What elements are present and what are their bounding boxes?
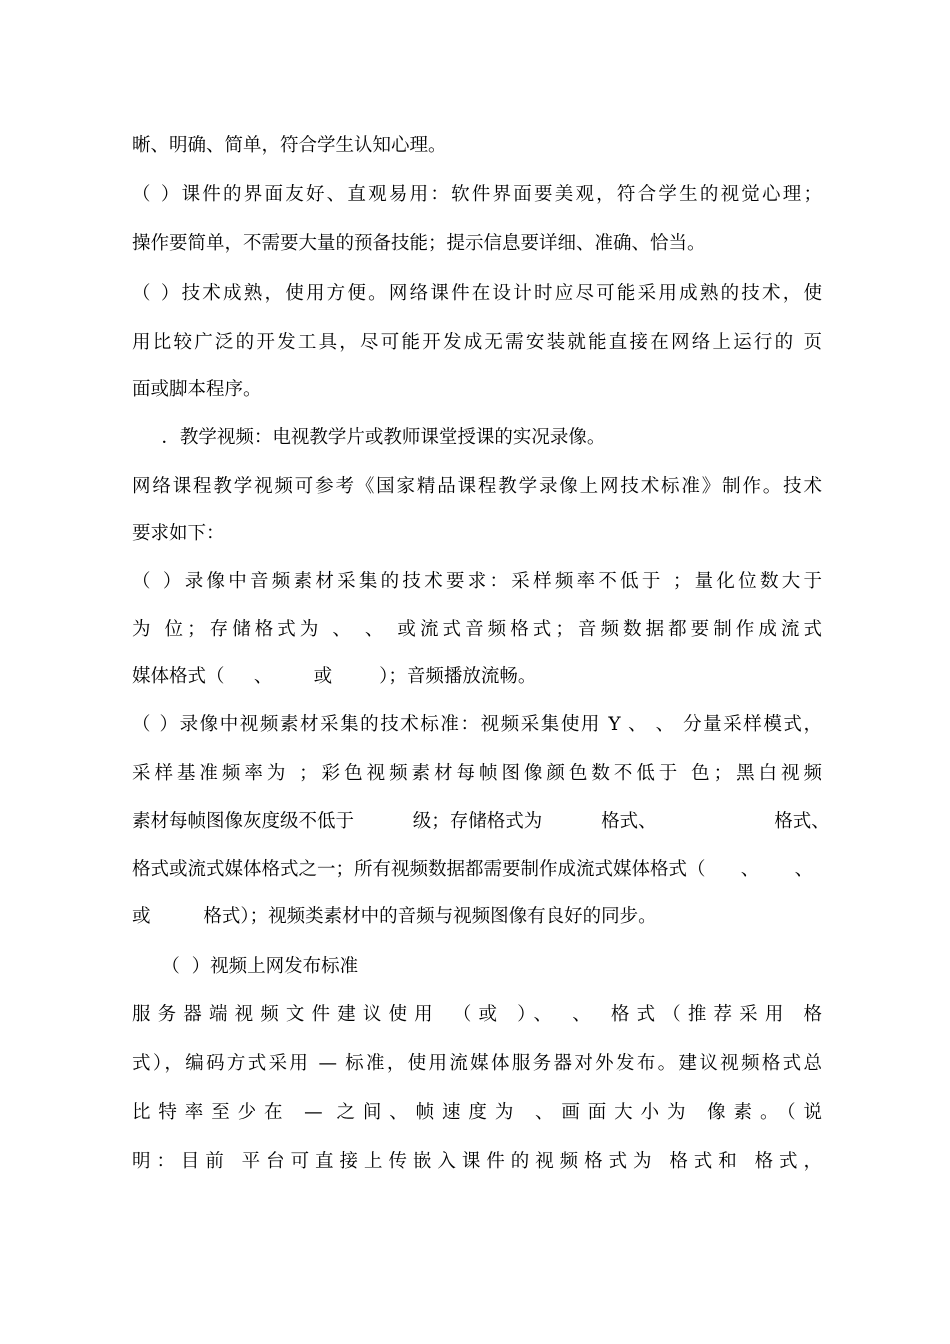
text-line-2: （ ）课件的界面友好、直观易用：软件界面要美观，符合学生的视觉心理； bbox=[132, 184, 822, 205]
text-line-6: 面或脚本程序。 bbox=[132, 379, 262, 400]
text-line-12: 媒体格式（ 、 或 ）；音频播放流畅。 bbox=[132, 666, 537, 687]
text-line-17: 或 格式）；视频类素材中的音频与视频图像有良好的同步。 bbox=[132, 906, 657, 927]
text-line-21: 比特率至少在 — 之间、帧速度为 、画面大小为 像素。（说 bbox=[132, 1102, 822, 1123]
text-line-1: 晰、明确、简单，符合学生认知心理。 bbox=[132, 135, 447, 156]
text-line-3: 操作要简单，不需要大量的预备技能；提示信息要详细、准确、恰当。 bbox=[132, 233, 706, 254]
text-line-19: 服务器端视频文件建议使用 （或 ）、 、 格式（推荐采用 格 bbox=[132, 1004, 822, 1025]
text-line-22: 明：目前 平台可直接上传嵌入课件的视频格式为 格式和 格式， bbox=[132, 1151, 822, 1172]
text-line-7: ．教学视频：电视教学片或教师课堂授课的实况录像。 bbox=[132, 427, 606, 448]
text-line-15: 素材每帧图像灰度级不低于 级；存储格式为 格式、 格式、 bbox=[132, 811, 830, 832]
text-line-11: 为 位；存储格式为 、 、 或流式音频格式；音频数据都要制作成流式 bbox=[132, 619, 822, 640]
text-line-14: 采样基准频率为 ；彩色视频素材每帧图像颜色数不低于 色；黑白视频 bbox=[132, 763, 822, 784]
text-line-4: （ ）技术成熟，使用方便。网络课件在设计时应尽可能采用成熟的技术，使 bbox=[132, 283, 822, 304]
text-line-16: 格式或流式媒体格式之一；所有视频数据都需要制作成流式媒体格式（ 、 、 bbox=[132, 859, 814, 880]
text-line-8: 网络课程教学视频可参考《国家精品课程教学录像上网技术标准》制作。技术 bbox=[132, 476, 822, 497]
text-line-9: 要求如下： bbox=[132, 523, 225, 544]
text-line-5: 用比较广泛的开发工具，尽可能开发成无需安装就能直接在网络上运行的 页 bbox=[132, 332, 822, 353]
text-line-10: （ ）录像中音频素材采集的技术要求：采样频率不低于 ；量化位数大于 bbox=[132, 571, 822, 592]
text-line-20: 式），编码方式采用 — 标准，使用流媒体服务器对外发布。建议视频格式总 bbox=[132, 1053, 822, 1074]
text-line-13: （ ）录像中视频素材采集的技术标准：视频采集使用 Y 、 、 分量采样模式， bbox=[132, 714, 822, 735]
text-line-18: （ ）视频上网发布标准 bbox=[132, 956, 359, 977]
